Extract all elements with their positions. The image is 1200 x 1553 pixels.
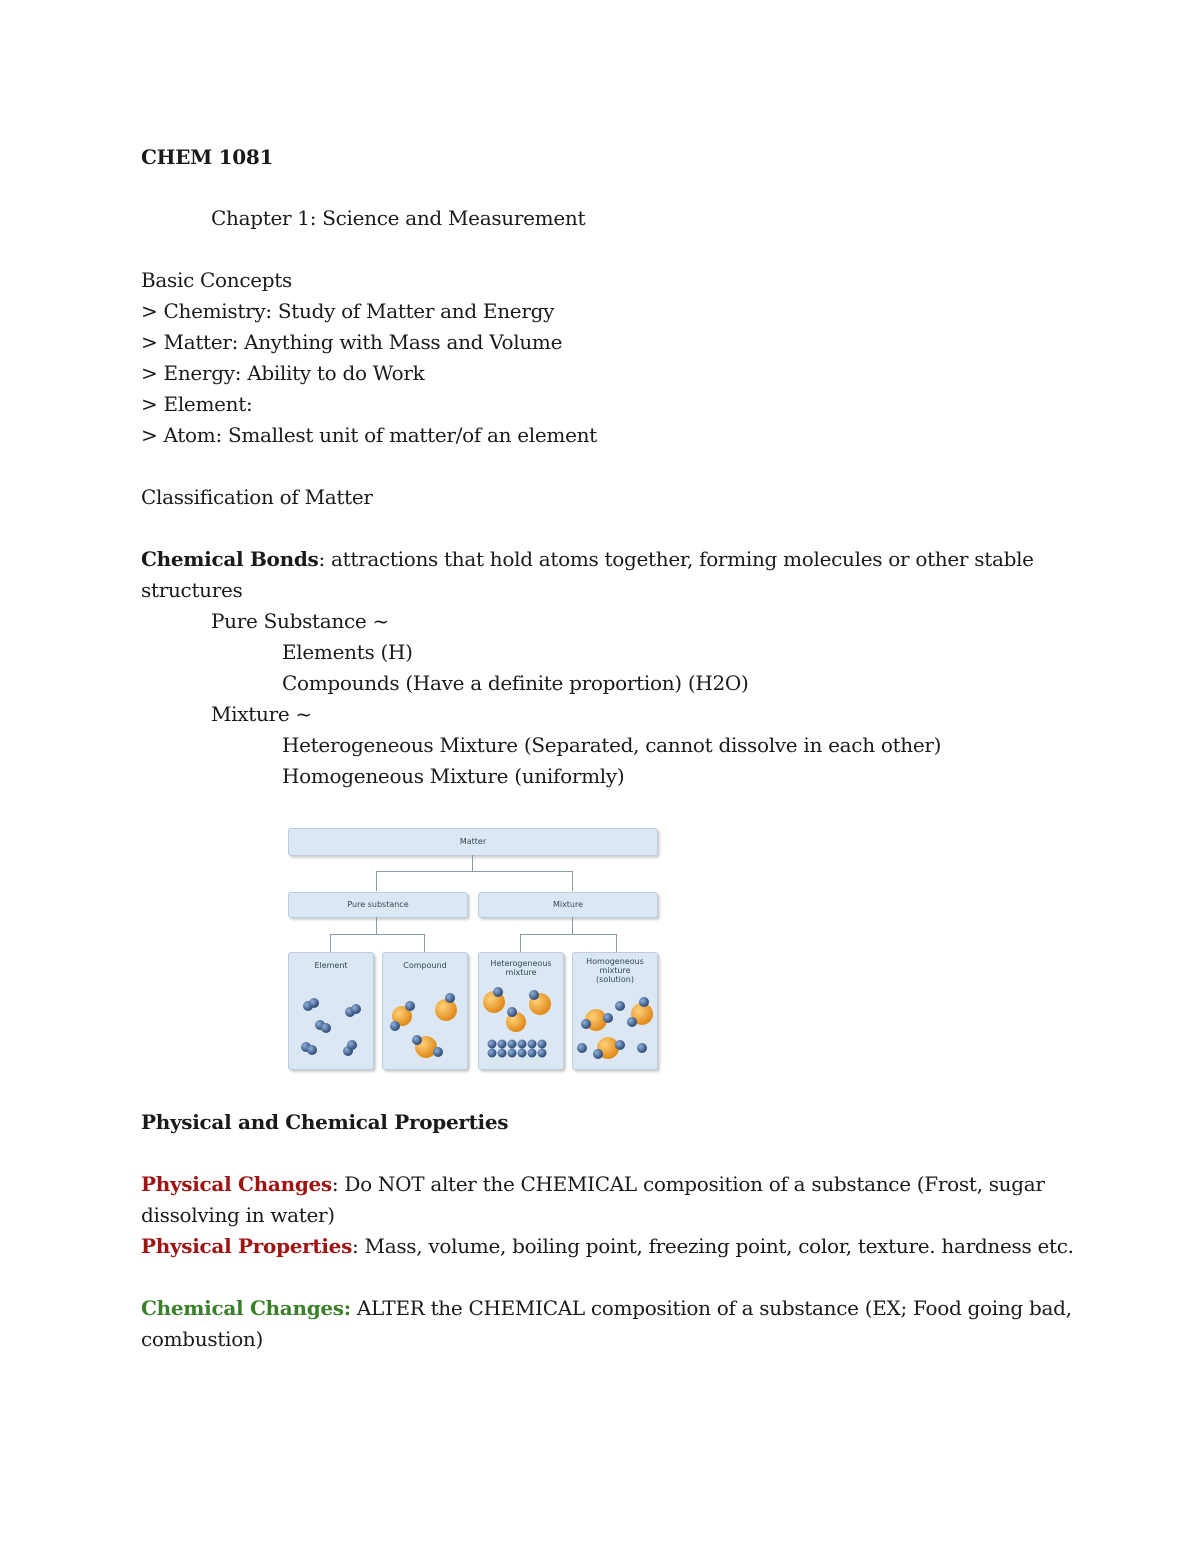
chemical-changes-definition-cont: combustion) <box>141 1327 264 1351</box>
homogeneous-title-line1: Homogeneous <box>586 957 644 966</box>
chapter-title: Chapter 1: Science and Measurement <box>211 206 586 230</box>
concept-item: > Energy: Ability to do Work <box>141 361 425 385</box>
heterogeneous-label: Heterogeneous Mixture (Separated, cannot dissolve in each other) <box>282 733 942 757</box>
concept-item: > Matter: Anything with Mass and Volume <box>141 330 563 354</box>
diagram-mixture-box: Mixture <box>478 892 658 918</box>
classification-heading: Classification of Matter <box>141 485 373 509</box>
chemical-bonds-line <box>141 544 1034 575</box>
heterogeneous-title-line2: mixture <box>505 968 537 977</box>
mixture-label: Mixture ~ <box>211 702 312 726</box>
homogeneous-label: Homogeneous Mixture (uniformly) <box>282 764 625 788</box>
diagram-matter-box: Matter <box>288 828 658 856</box>
chemical-changes-definition: ALTER the CHEMICAL composition of a substance (EX; Food going bad, <box>350 1296 1072 1320</box>
heterogeneous-title-line1: Heterogeneous <box>490 959 552 968</box>
course-title: CHEM 1081 <box>141 145 274 169</box>
physical-changes-definition: : Do NOT alter the CHEMICAL composition of a substance (Frost, sugar <box>331 1172 1045 1196</box>
element-panel-title: Element <box>314 961 348 970</box>
physical-properties-line <box>141 1231 1074 1262</box>
compounds-label: Compounds (Have a definite proportion) (H2O) <box>282 671 749 695</box>
homogeneous-title-line2: mixture <box>599 966 631 975</box>
concept-item: > Element: <box>141 392 253 416</box>
chemical-bonds-definition: : attractions that hold atoms together, forming molecules or other stable <box>318 547 1034 571</box>
physical-properties-term: Physical Properties <box>141 1234 353 1258</box>
basic-concepts-heading: Basic Concepts <box>141 268 293 292</box>
homogeneous-title-line3: (solution) <box>596 975 634 984</box>
chemical-changes-line <box>141 1293 1072 1324</box>
element-atoms <box>301 998 361 1056</box>
particle-illustrations <box>286 826 662 1074</box>
physical-changes-definition-cont: dissolving in water) <box>141 1203 335 1227</box>
compound-panel-title: Compound <box>403 961 447 970</box>
physical-changes-term: Physical Changes <box>141 1172 332 1196</box>
pure-substance-label: Pure Substance ~ <box>211 609 389 633</box>
heterogeneous-particles <box>483 987 551 1058</box>
chemical-bonds-definition-cont: structures <box>141 578 243 602</box>
physical-changes-line <box>141 1169 1045 1200</box>
homogeneous-particles <box>577 997 653 1059</box>
diagram-pure-substance-box: Pure substance <box>288 892 468 918</box>
physical-properties-definition: : Mass, volume, boiling point, freezing point, color, texture. hardness etc. <box>352 1234 1074 1258</box>
concept-item: > Chemistry: Study of Matter and Energy <box>141 299 555 323</box>
elements-label: Elements (H) <box>282 640 413 664</box>
compound-molecules <box>390 993 457 1058</box>
chemical-changes-term: Chemical Changes: <box>141 1296 351 1320</box>
concept-item: > Atom: Smallest unit of matter/of an element <box>141 423 597 447</box>
matter-classification-diagram <box>286 826 662 1074</box>
chemical-bonds-term: Chemical Bonds <box>141 547 319 571</box>
properties-heading: Physical and Chemical Properties <box>141 1110 509 1134</box>
